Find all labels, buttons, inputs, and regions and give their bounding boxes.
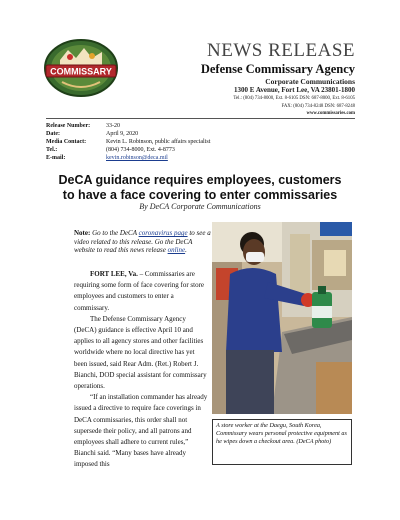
- news-release-title: NEWS RELEASE: [207, 40, 355, 61]
- street-address: 1300 E Avenue, Fort Lee, VA 23801-1800: [234, 86, 355, 94]
- headline: [40, 173, 360, 203]
- coronavirus-page-link[interactable]: coronavirus page: [138, 229, 188, 237]
- commissary-logo: [40, 38, 122, 98]
- contact-email-link[interactable]: kevin.robinson@deca.mil: [106, 155, 168, 161]
- body-text-1: – Commissaries are requiring some form of face covering for store employees and customers to enter a commissary.: [74, 270, 205, 312]
- headline-line-1: DeCA guidance requires employees, customers: [58, 173, 342, 187]
- agency-website[interactable]: www.commissaries.com: [306, 111, 355, 116]
- release-date: April 9, 2020: [106, 131, 139, 137]
- note-text-1: Go to the DeCA: [90, 229, 139, 237]
- online-link[interactable]: online: [167, 246, 186, 255]
- date-label: Date:: [46, 131, 60, 137]
- media-contact: Kevin L. Robinson, public affairs specialist: [106, 139, 211, 145]
- photo-caption: A store worker at the Daegu, South Korea, Commissary wears personal protective equipment as he wipes down a checkout area. (DeCA photo): [212, 419, 352, 465]
- tel-label: Tel.:: [46, 147, 58, 153]
- byline: By DeCA Corporate Communications: [139, 202, 261, 211]
- agency-name: Defense Commissary Agency: [200, 62, 355, 76]
- note-paragraph: [74, 229, 214, 255]
- email-label: E-mail:: [46, 155, 66, 161]
- contact-tel: (804) 734-8000, Ext. 4-8773: [106, 147, 175, 153]
- note-label: Note:: [74, 229, 91, 237]
- body-paragraph-3: “If an installation commander has already issued a directive to require face coverings in DeCA commissaries, this order shall not supersede their policy, and all patrons and employees shall adhere to current rules,” Bianchi said. “Many bases have already imposed this: [74, 393, 208, 469]
- body-paragraph-2: The Defense Commissary Agency (DeCA) guidance is effective April 10 and applies to all agency stores and other facilities worldwide where no local directive has yet been issued, said Rear Adm. (Ret.) Robert J. Bianchi, DOD special assistant for commissary operations.: [74, 314, 207, 391]
- dateline: FORT LEE, Va.: [90, 270, 138, 278]
- headline-line-2: to have a face covering to enter commissaries: [62, 188, 338, 202]
- note-text-2: to see a video related to this release. Go the DeCA website to read this news release: [74, 229, 211, 255]
- agency-fax: FAX: (804) 734-8248 DSN: 687-8248: [281, 104, 355, 109]
- header-divider: [46, 118, 355, 119]
- store-worker-photo: [212, 222, 352, 414]
- article-body: [74, 269, 208, 471]
- note-text-3: .: [185, 246, 187, 255]
- media-contact-label: Media Contact:: [46, 139, 87, 145]
- agency-telephone: Tel.: (804) 734-8000, Ext. 8-6105 DSN: 687-8000, Ext. 8-6105: [233, 96, 355, 101]
- logo-text: COMMISSARY: [50, 66, 112, 77]
- release-number-label: Release Number:: [46, 123, 91, 129]
- release-number: 33-20: [106, 123, 120, 129]
- body-paragraph-1: [74, 269, 208, 314]
- corporate-communications: Corporate Communications: [265, 77, 355, 86]
